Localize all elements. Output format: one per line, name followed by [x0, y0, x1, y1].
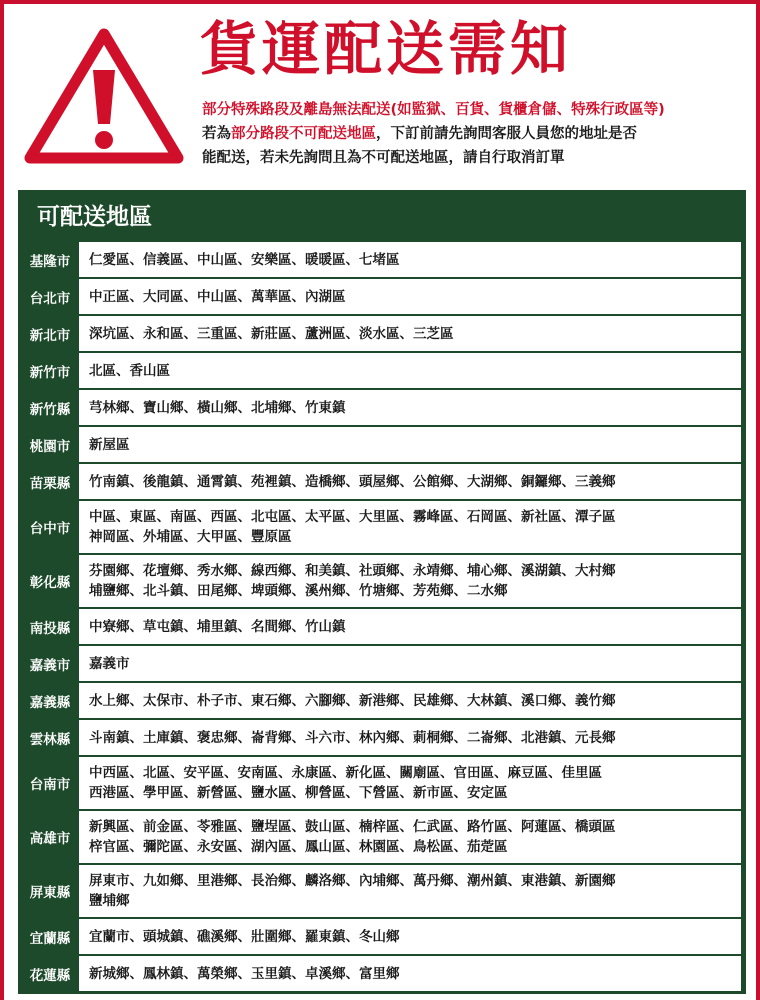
notice-line-3: 能配送，若未先詢問且為不可配送地區，請自行取消訂單	[202, 150, 565, 166]
city-label: 新北市	[23, 316, 79, 351]
area-line: 北區、香山區	[89, 362, 170, 379]
city-label: 台中市	[23, 501, 79, 553]
city-label: 新竹市	[23, 353, 79, 388]
area-list	[79, 609, 741, 644]
table-row	[23, 646, 741, 683]
area-list	[79, 427, 741, 462]
area-line: 埔鹽鄉、北斗鎮、田尾鄉、埤頭鄉、溪州鄉、竹塘鄉、芳苑鄉、二水鄉	[89, 583, 508, 599]
city-label: 屏東縣	[23, 865, 79, 917]
city-label: 宜蘭縣	[23, 919, 79, 954]
area-list	[79, 316, 741, 351]
city-label: 南投縣	[23, 609, 79, 644]
notice-line-2-suffix: ，下訂前請先詢問客服人員您的地址是否	[376, 126, 637, 142]
area-line: 梓官區、彌陀區、永安區、湖內區、鳳山區、林園區、鳥松區、茄萣區	[89, 839, 508, 855]
area-line: 新屋區	[89, 436, 130, 453]
delivery-notice	[202, 98, 742, 170]
area-line: 中寮鄉、草屯鎮、埔里鎮、名間鄉、竹山鎮	[89, 618, 346, 635]
city-label: 嘉義縣	[23, 683, 79, 718]
table-row	[23, 427, 741, 464]
area-line: 深坑區、永和區、三重區、新莊區、蘆洲區、淡水區、三芝區	[89, 325, 454, 342]
area-line: 芎林鄉、寶山鄉、橫山鄉、北埔鄉、竹東鎮	[89, 399, 346, 416]
table-row	[23, 501, 741, 555]
city-label: 新竹縣	[23, 390, 79, 425]
table-row	[23, 609, 741, 646]
header	[0, 0, 760, 190]
area-line: 芬園鄉、花壇鄉、秀水鄉、線西鄉、和美鎮、社頭鄉、永靖鄉、埔心鄉、溪湖鎮、大村鄉	[89, 563, 616, 579]
area-list	[79, 279, 741, 314]
area-list	[79, 865, 741, 917]
table-row	[23, 865, 741, 919]
city-label: 苗栗縣	[23, 464, 79, 499]
table-row	[23, 390, 741, 427]
notice-line-2-prefix: 若為	[202, 126, 231, 142]
city-label: 雲林縣	[23, 720, 79, 755]
table-row	[23, 956, 741, 993]
area-list	[79, 956, 741, 991]
area-table	[23, 242, 741, 993]
area-line: 中正區、大同區、中山區、萬華區、內湖區	[89, 288, 346, 305]
page-title: 貨運配送需知	[200, 15, 573, 83]
area-line: 新城鄉、鳳林鎮、萬榮鄉、玉里鎮、卓溪鄉、富里鄉	[89, 965, 400, 982]
area-line: 屏東市、九如鄉、里港鄉、長治鄉、麟洛鄉、內埔鄉、萬丹鄉、潮州鎮、東港鎮、新園鄉	[89, 873, 616, 889]
table-row	[23, 279, 741, 316]
area-list	[79, 555, 741, 607]
city-label: 桃園市	[23, 427, 79, 462]
city-label: 彰化縣	[23, 555, 79, 607]
notice-line-1: 部分特殊路段及離島無法配送(如監獄、百貨、貨櫃倉儲、特殊行政區等)	[202, 102, 665, 118]
table-row	[23, 316, 741, 353]
area-list	[79, 757, 741, 809]
area-line: 宜蘭市、頭城鎮、礁溪鄉、壯圍鄉、羅東鎮、冬山鄉	[89, 928, 400, 945]
area-list	[79, 501, 741, 553]
area-list	[79, 683, 741, 718]
area-list	[79, 242, 741, 277]
area-line: 神岡區、外埔區、大甲區、豐原區	[89, 529, 292, 545]
table-row	[23, 720, 741, 757]
table-row	[23, 242, 741, 279]
area-list	[79, 464, 741, 499]
area-list	[79, 720, 741, 755]
area-line: 中區、東區、南區、西區、北屯區、太平區、大里區、霧峰區、石岡區、新社區、潭子區	[89, 509, 616, 525]
area-list	[79, 390, 741, 425]
area-line: 西港區、學甲區、新營區、鹽水區、柳營區、下營區、新市區、安定區	[89, 785, 508, 801]
area-list	[79, 646, 741, 681]
panel-title: 可配送地區	[37, 204, 152, 230]
notice-line-2	[202, 122, 742, 146]
area-line: 鹽埔鄉	[89, 893, 130, 909]
city-label: 嘉義市	[23, 646, 79, 681]
area-line: 嘉義市	[89, 655, 130, 672]
area-list	[79, 919, 741, 954]
deliverable-areas-panel	[18, 190, 746, 994]
notice-line-2-highlight: 部分路段不可配送地區	[231, 126, 376, 142]
city-label: 高雄市	[23, 811, 79, 863]
city-label: 基隆市	[23, 242, 79, 277]
area-line: 竹南鎮、後龍鎮、通霄鎮、苑裡鎮、造橋鄉、頭屋鄉、公館鄉、大湖鄉、銅鑼鄉、三義鄉	[89, 473, 616, 490]
table-row	[23, 464, 741, 501]
table-row	[23, 555, 741, 609]
table-row	[23, 919, 741, 956]
area-line: 水上鄉、太保市、朴子市、東石鄉、六腳鄉、新港鄉、民雄鄉、大林鎮、溪口鄉、義竹鄉	[89, 692, 616, 709]
table-row	[23, 757, 741, 811]
area-line: 斗南鎮、土庫鎮、褒忠鄉、崙背鄉、斗六市、林內鄉、莿桐鄉、二崙鄉、北港鎮、元長鄉	[89, 729, 616, 746]
area-line: 仁愛區、信義區、中山區、安樂區、暖暖區、七堵區	[89, 251, 400, 268]
area-line: 新興區、前金區、苓雅區、鹽埕區、鼓山區、楠梓區、仁武區、路竹區、阿蓮區、橋頭區	[89, 819, 616, 835]
area-list	[79, 353, 741, 388]
city-label: 花蓮縣	[23, 956, 79, 991]
city-label: 台北市	[23, 279, 79, 314]
area-line: 中西區、北區、安平區、安南區、永康區、新化區、關廟區、官田區、麻豆區、佳里區	[89, 765, 602, 781]
table-row	[23, 683, 741, 720]
city-label: 台南市	[23, 757, 79, 809]
table-row	[23, 811, 741, 865]
area-list	[79, 811, 741, 863]
table-row	[23, 353, 741, 390]
warning-triangle-icon	[22, 26, 186, 166]
